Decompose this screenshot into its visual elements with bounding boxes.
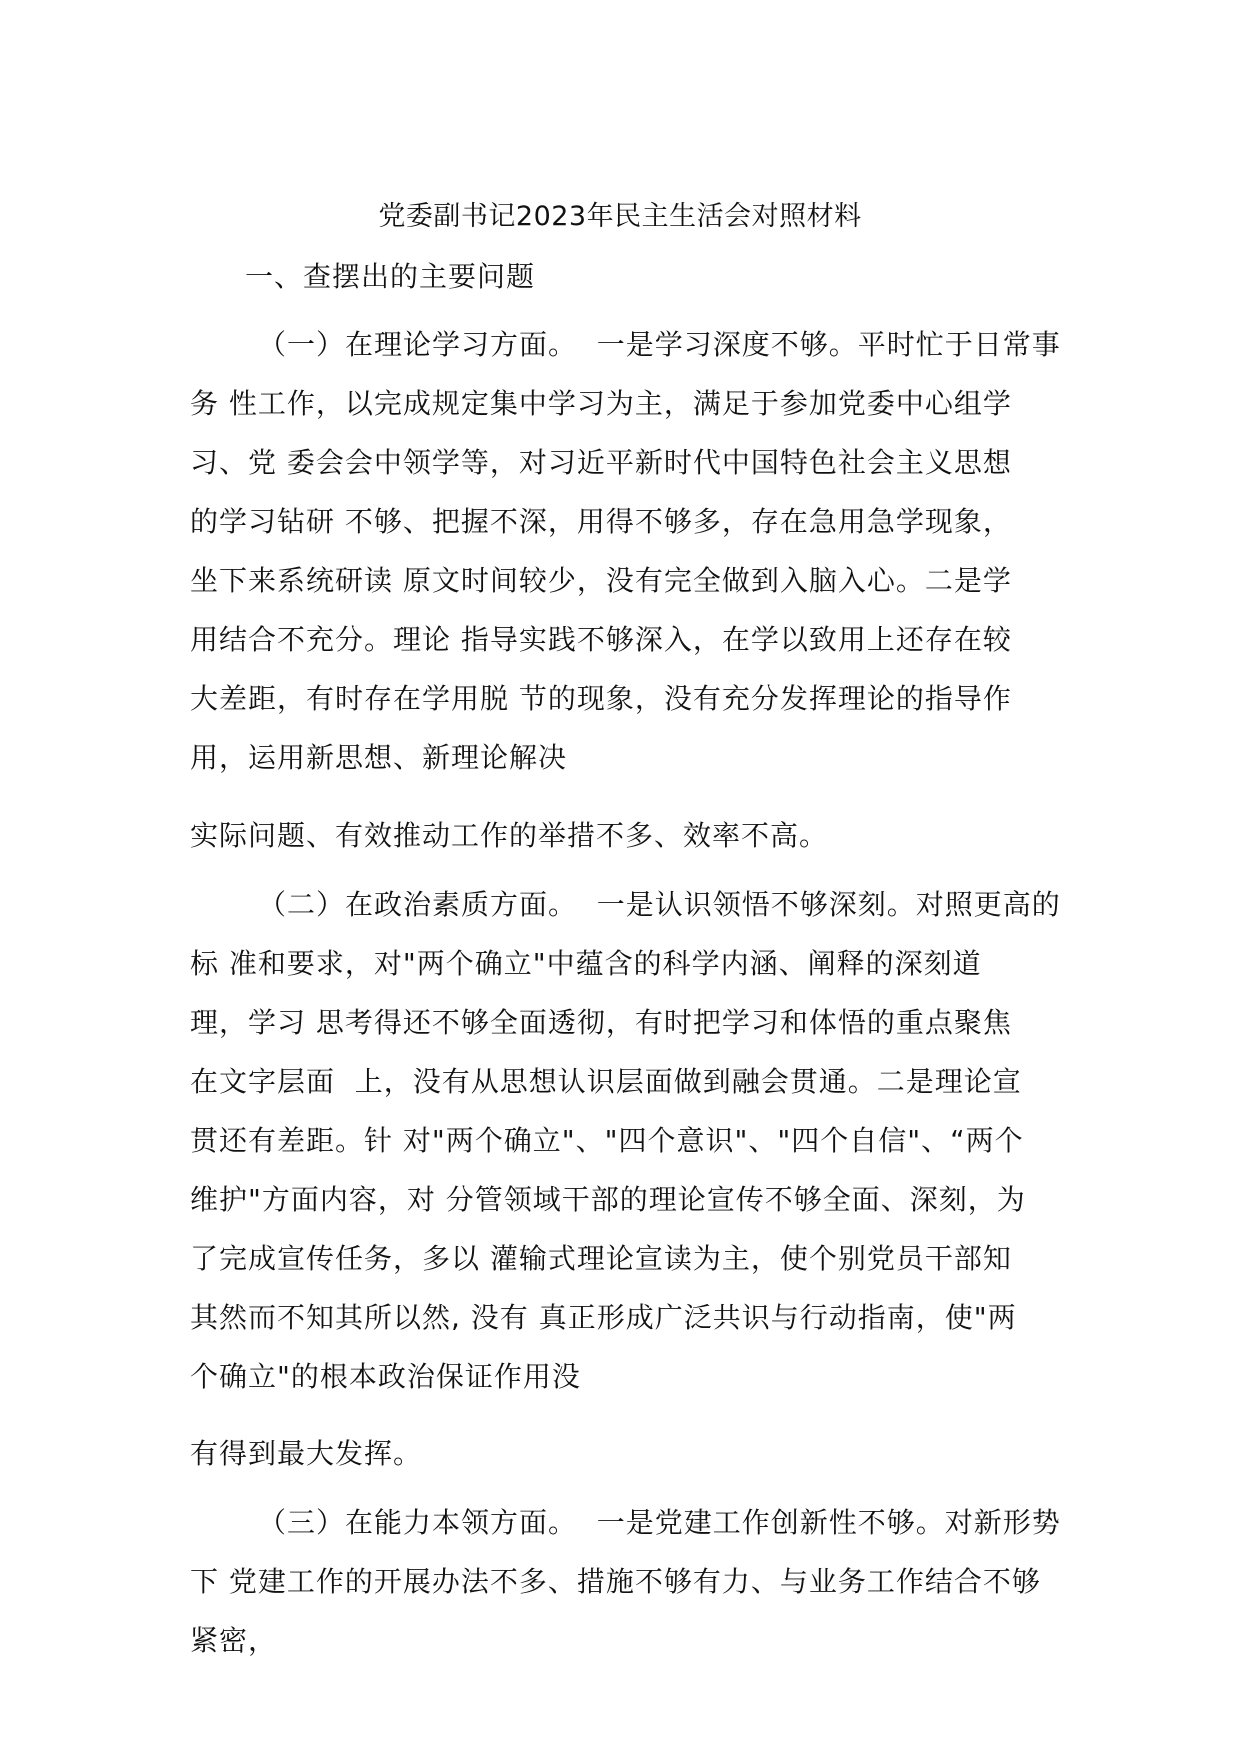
section-1-line: 的学习钻研 不够、把握不深，用得不够多，存在急用急学现象，: [190, 505, 1012, 538]
section-2-line: 其然而不知其所以然, 没有 真正形成广泛共识与行动指南，使"两: [190, 1301, 1017, 1334]
section-2-line: 标 准和要求，对"两个确立"中蕴含的科学内涵、阐释的深刻道: [190, 947, 982, 980]
heading-main-problems: 一、查摆出的主要问题: [245, 260, 536, 293]
section-3-line: 下 党建工作的开展办法不多、措施不够有力、与业务工作结合不够: [190, 1565, 1041, 1598]
section-3-line: （三）在能力本领方面。 一是党建工作创新性不够。对新形势: [258, 1506, 1061, 1539]
section-2-line: 贯还有差距。针 对"两个确立"、"四个意识"、"四个自信"、“两个: [190, 1124, 1024, 1157]
section-1-line: 务 性工作，以完成规定集中学习为主，满足于参加党委中心组学: [190, 387, 1012, 420]
section-2-line: 有得到最大发挥。: [190, 1437, 423, 1470]
section-3-line: 紧密，: [190, 1624, 278, 1657]
section-2-line: 在文字层面 上，没有从思想认识层面做到融会贯通。二是理论宣: [190, 1065, 1022, 1098]
section-1-line: 大差距，有时存在学用脱 节的现象，没有充分发挥理论的指导作: [190, 682, 1012, 715]
section-1-line: 用结合不充分。理论 指导实践不够深入，在学以致用上还存在较: [190, 623, 1012, 656]
section-2-line: 了完成宣传任务，多以 灌输式理论宣读为主，使个别党员干部知: [190, 1242, 1012, 1275]
section-1-line: （一）在理论学习方面。 一是学习深度不够。平时忙于日常事: [258, 328, 1061, 361]
section-2-line: 理，学习 思考得还不够全面透彻，有时把学习和体悟的重点聚焦: [190, 1006, 1012, 1039]
section-1-line: 用，运用新思想、新理论解决: [190, 741, 568, 774]
section-1-line: 习、党 委会会中领学等，对习近平新时代中国特色社会主义思想: [190, 446, 1012, 479]
section-2-line: 个确立"的根本政治保证作用没: [190, 1360, 581, 1393]
section-1-line: 实际问题、有效推动工作的举措不多、效率不高。: [190, 819, 829, 852]
section-1-line: 坐下来系统研读 原文时间较少，没有完全做到入脑入心。二是学: [190, 564, 1012, 597]
document-title: 党委副书记2023年民主生活会对照材料: [378, 201, 862, 232]
section-2-line: （二）在政治素质方面。 一是认识领悟不够深刻。对照更高的: [258, 888, 1061, 921]
section-2-line: 维护"方面内容，对 分管领域干部的理论宣传不够全面、深刻，为: [190, 1183, 1026, 1216]
